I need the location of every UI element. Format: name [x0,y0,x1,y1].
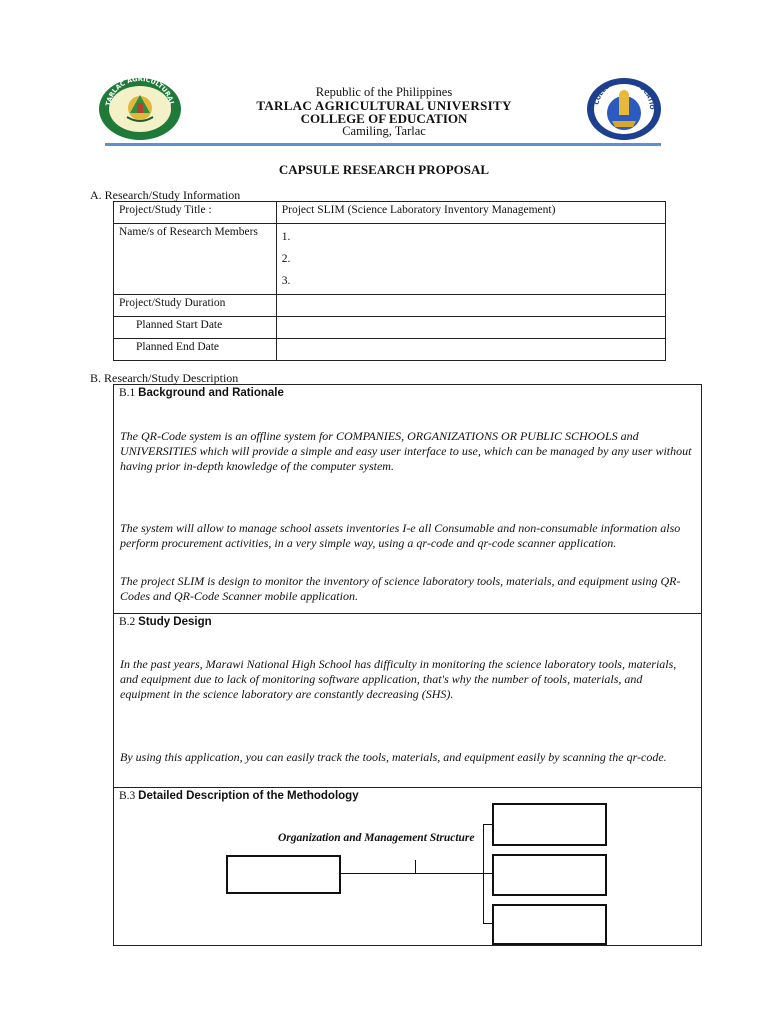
college-name: COLLEGE OF EDUCATION [300,111,468,126]
member-2: 2. [281,253,291,265]
members-label-cell: Name/s of Research Members [114,224,277,295]
research-info-table [113,201,666,361]
b2-paragraph-1: In the past years, Marawi National High School has difficulty in monitoring the science laboratory tools, materials, and equipment due to lack of monitoring software application, that's why the number of tools, materials, and equipment in the science laboratory are constantly decreasing (SHS). [120,657,677,701]
republic-line: Republic of the Philippines [315,85,453,99]
b1-heading [119,387,284,399]
b3-title: Detailed Description of the Methodology [138,790,359,802]
duration-label-cell: Project/Study Duration [114,295,277,317]
section-a-label: A. Research/Study Information [90,188,241,202]
b1-paragraph-3: The project SLIM is design to monitor the inventory of science laboratory tools, materials, and equipment using QR-Codes and QR-Code Scanner mobile application. [120,574,681,603]
org-box-head [226,855,341,894]
b1-section-box [113,384,702,614]
member-3: 3. [281,275,291,287]
b2-title: Study Design [138,616,212,628]
title-label-cell: Project/Study Title : [114,202,277,224]
location-line: Camiling, Tarlac [342,124,426,138]
org-box-2 [492,854,607,896]
b2-heading [119,616,212,628]
org-connector-vertical [483,824,484,924]
org-connector-up [415,860,416,874]
title-value-cell: Project SLIM (Science Laboratory Inventory Management) [276,202,665,224]
org-connector-main [339,873,484,874]
table-row [114,317,666,339]
start-date-label-cell: Planned Start Date [114,317,277,339]
b1-number: B.1 [119,387,136,399]
b1-title: Background and Rationale [138,387,284,399]
b3-section-box [113,787,702,946]
b3-number: B.3 [119,790,136,802]
org-box-3 [492,904,607,945]
table-row [114,339,666,361]
b2-paragraph-2: By using this application, you can easily track the tools, materials, and equipment easily by scanning the qr-code. [120,750,667,764]
end-date-label-cell: Planned End Date [114,339,277,361]
university-name: TARLAC AGRICULTURAL UNIVERSITY [256,98,512,113]
b2-section-box [113,613,702,788]
b1-paragraph-2: The system will allow to manage school assets inventories I-e all Consumable and non-consumable information also perform procurement activities, in a very simple way, using a qr-code and qr-code scanner application. [120,521,681,550]
duration-value-cell [276,295,665,317]
member-1: 1. [281,231,291,243]
table-row [114,224,666,295]
members-value-cell [276,224,665,295]
org-box-1 [492,803,607,846]
coe-seal-text: COLLEGE OF EDUCATIO [593,77,656,110]
end-date-value-cell [276,339,665,361]
tau-seal-text: TARLAC AGRICULTURAL [104,77,176,107]
table-row [114,202,666,224]
document-title: CAPSULE RESEARCH PROPOSAL [278,162,490,177]
b2-number: B.2 [119,616,136,628]
org-chart-title: Organization and Management Structure [278,832,475,844]
table-row [114,295,666,317]
section-b-label: B. Research/Study Description [90,371,239,385]
header-divider [105,143,661,146]
start-date-value-cell [276,317,665,339]
b1-paragraph-1: The QR-Code system is an offline system for COMPANIES, ORGANIZATIONS OR PUBLIC SCHOOLS and UNIVERSITIES which will provide a simple and easy user interface to use, which can be managed by any user without having prior in-depth knowledge of the computer system. [120,429,692,473]
b3-heading [119,790,359,802]
